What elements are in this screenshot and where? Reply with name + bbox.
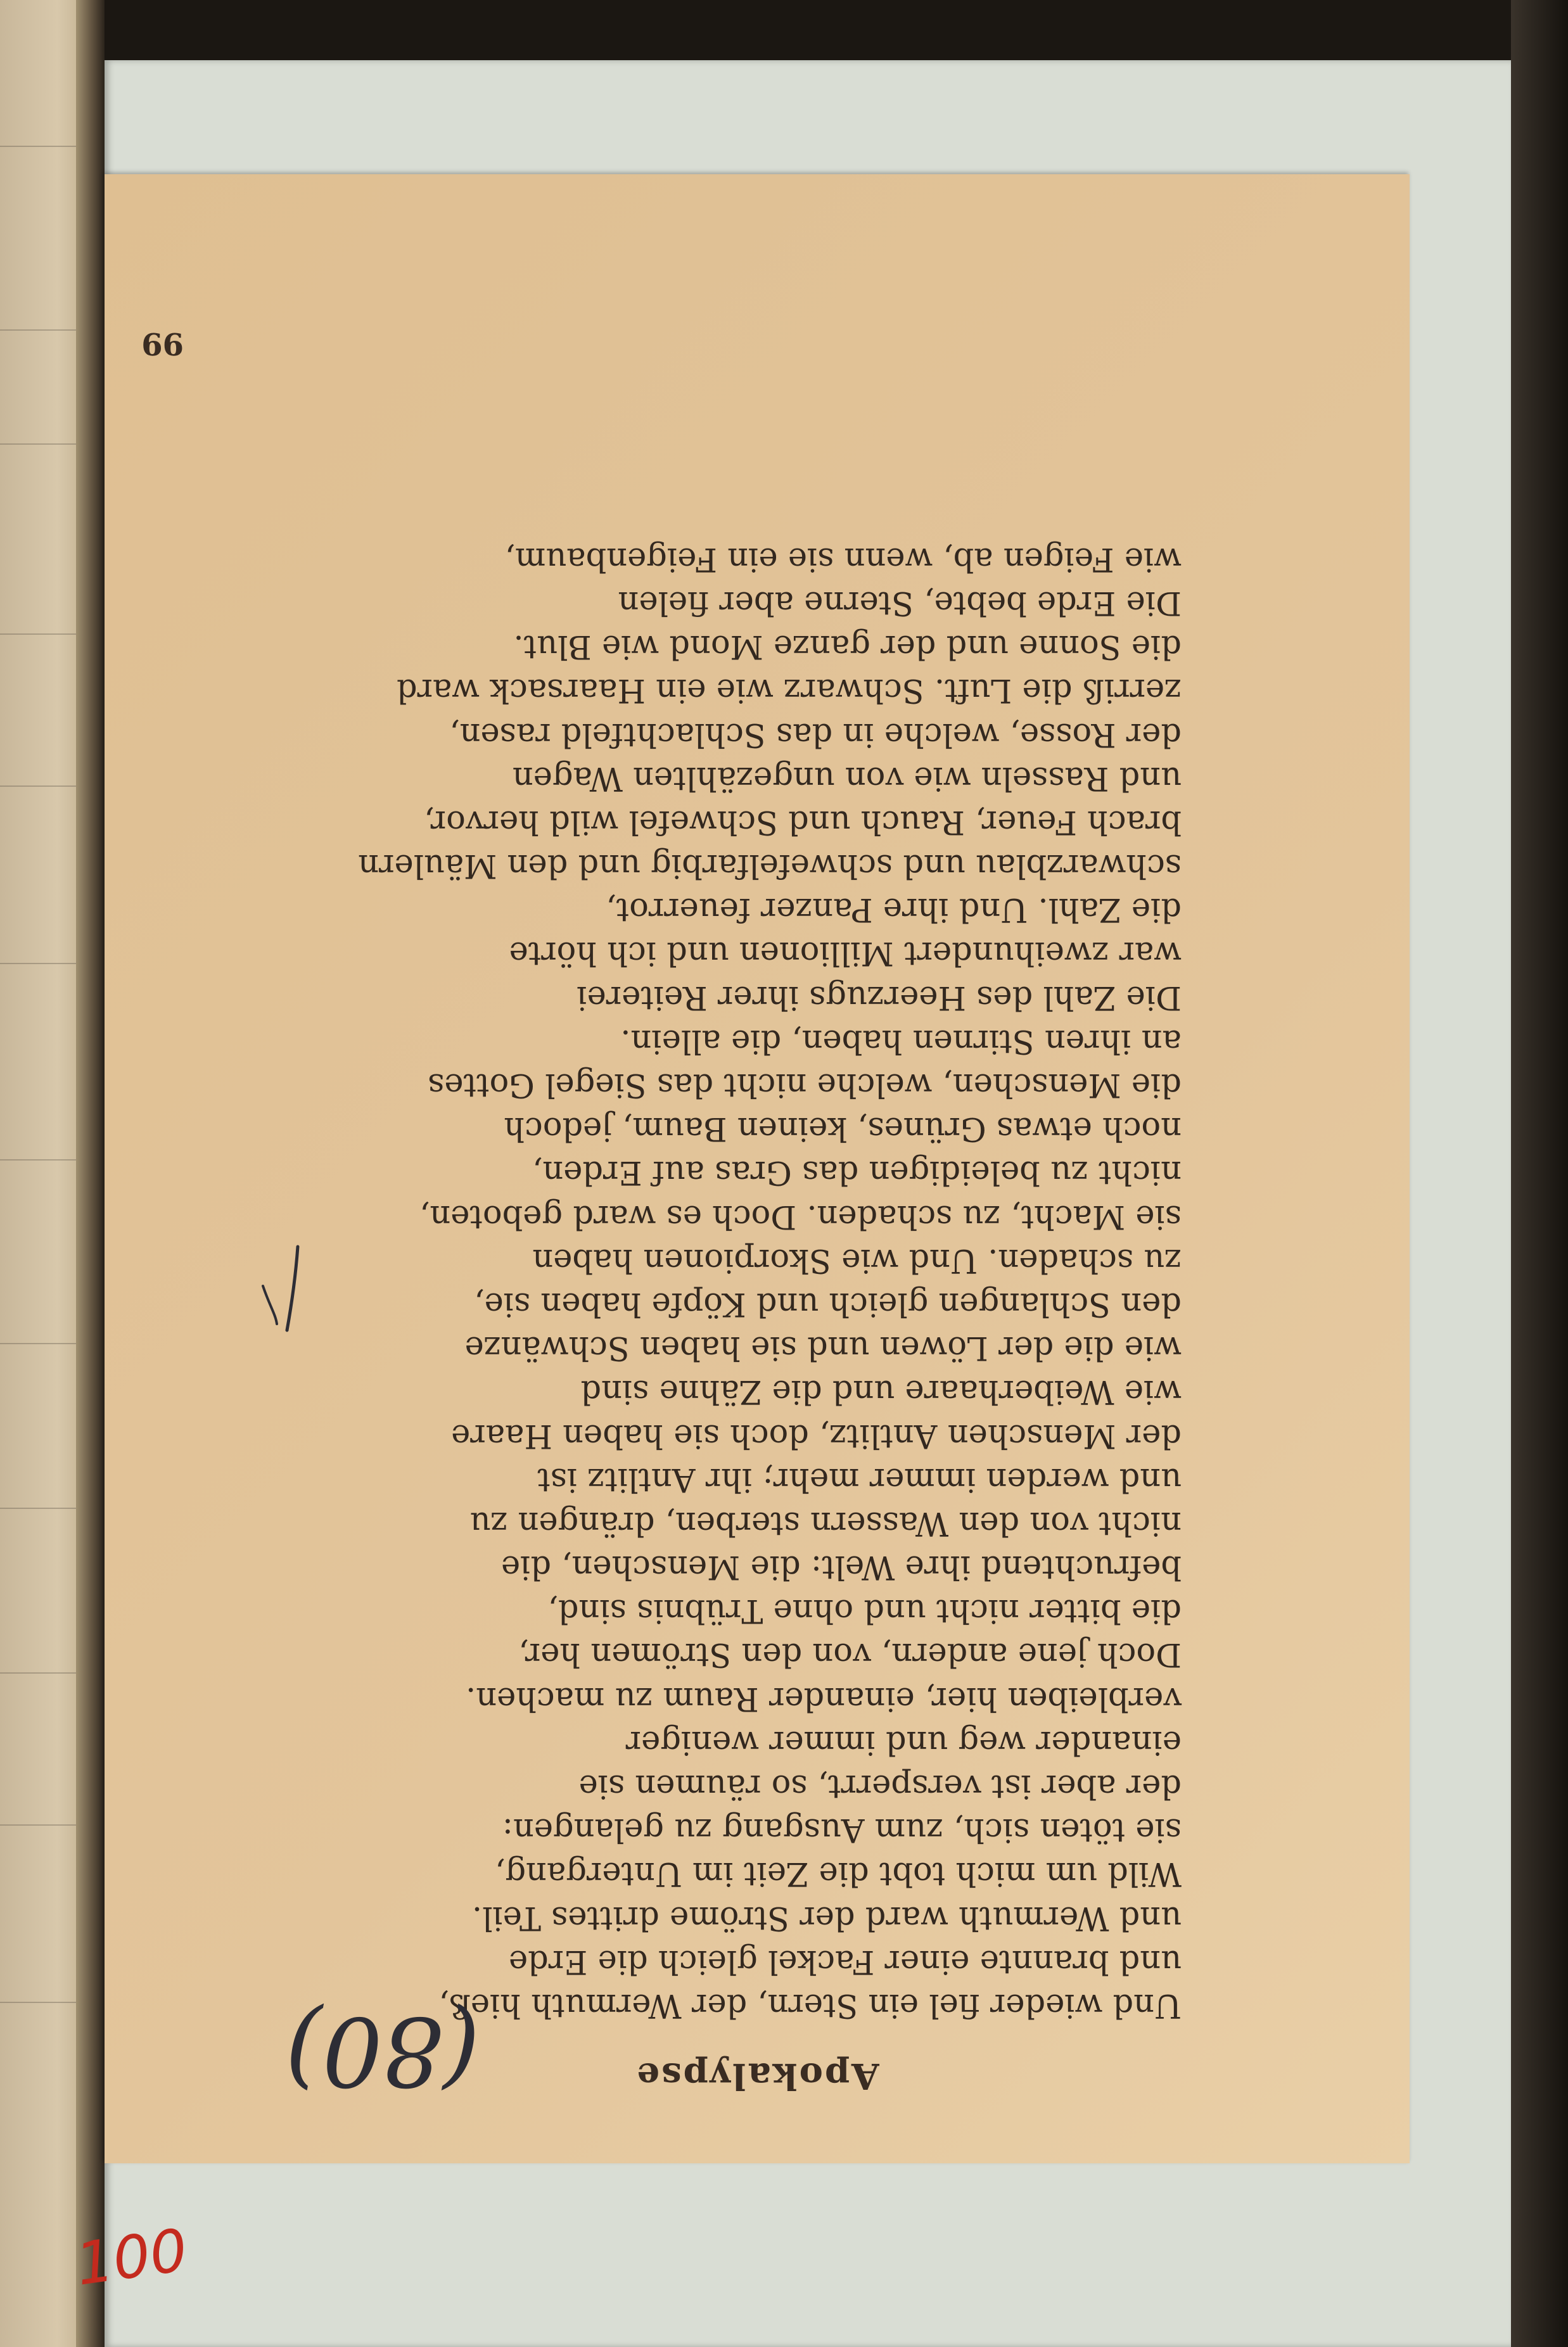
poem-line: die bitter nicht und ohne Trübnis sind, (547, 1592, 1182, 1630)
binding-gutter (76, 0, 105, 2347)
poem-line: schwarzblau und schwefelfarbig und den Mäulern (358, 847, 1182, 885)
poem-line: und Wermuth ward der Ströme drittes Teil. (471, 1899, 1182, 1937)
page-number: 99 (141, 326, 184, 361)
poem-line: und brannte einer Fackel gleich die Erde (508, 1942, 1182, 1980)
poem-line: Und wieder fiel ein Stern, der Wermuth hieß, (438, 1987, 1182, 2024)
poem-line: Die Erde bebte, Sterne aber fielen (618, 584, 1182, 621)
red-folio-number: 100 (72, 2216, 192, 2299)
pencil-catalog-number: (80) (285, 1995, 480, 2106)
poem-line: wie Feigen ab, wenn sie ein Feigenbaum, (504, 540, 1182, 578)
poem-line: sie Macht, zu schaden. Doch es ward geboten, (419, 1197, 1182, 1235)
poem-line: Wild um mich tobt die Zeit im Untergang, (495, 1855, 1182, 1893)
poem-line: der Rosse, welche in das Schlachtfeld rasen, (449, 715, 1182, 753)
poem-line: die Sonne und der ganze Mond wie Blut. (513, 628, 1182, 666)
poem-line: der aber ist versperrt, so räumen sie (578, 1767, 1182, 1805)
poem-line: an ihren Stirnen haben, die allein. (620, 1022, 1182, 1060)
poem-line: brach Feuer, Rauch und Schwefel wild hervor, (424, 803, 1182, 841)
poem-line: nicht von den Wassern sterben, drängen zu (469, 1504, 1182, 1542)
poem-line: zu schaden. Und wie Skorpionen haben (532, 1241, 1182, 1279)
poem-line: noch etwas Grünes, keinen Baum, jedoch (504, 1110, 1182, 1148)
poem-line: sie töten sich, zum Ausgang zu gelangen: (502, 1811, 1182, 1849)
poem-line: Doch jene andern, von den Strömen her, (518, 1636, 1182, 1674)
poem-line: wie die der Löwen und sie haben Schwänze (464, 1329, 1182, 1367)
poem-line: nicht zu beleidigen das Gras auf Erden, (532, 1154, 1182, 1192)
poem-line: die Zahl. Und ihre Panzer feuerrot, (606, 891, 1182, 929)
poem-line: einander weg und immer weniger (625, 1723, 1182, 1761)
poem-line: der Menschen Antlitz, doch sie haben Haare (451, 1416, 1182, 1454)
poem-line: befruchtend ihre Welt: die Menschen, die (500, 1548, 1182, 1586)
board-edge-shadow (1511, 0, 1568, 2347)
poem-line: war zweihundert Millionen und ich hörte (509, 934, 1182, 972)
poem-line: Die Zahl des Heerzugs ihrer Reiterei (577, 978, 1182, 1016)
poem-line: und werden immer mehr; ihr Antlitz ist (537, 1460, 1182, 1498)
poem-line: die Menschen, welche nicht das Siegel Gottes (428, 1066, 1182, 1104)
poem-line: den Schlangen gleich und Köpfe haben sie, (474, 1285, 1182, 1323)
poem-line: zerriß die Luft. Schwarz wie ein Haarsack ward (396, 671, 1182, 709)
poem-line: verbleiben hier, einander Raum zu machen. (466, 1679, 1182, 1717)
poem-line: und Rasseln wie von ungezählten Wagen (512, 759, 1182, 797)
pencil-mark-icon (250, 1242, 339, 1337)
poem-line: wie Weiberhaare und die Zähne sind (580, 1373, 1182, 1411)
poem-title: Apokalypse (635, 2055, 879, 2097)
tipped-in-book-page (105, 174, 1410, 2163)
